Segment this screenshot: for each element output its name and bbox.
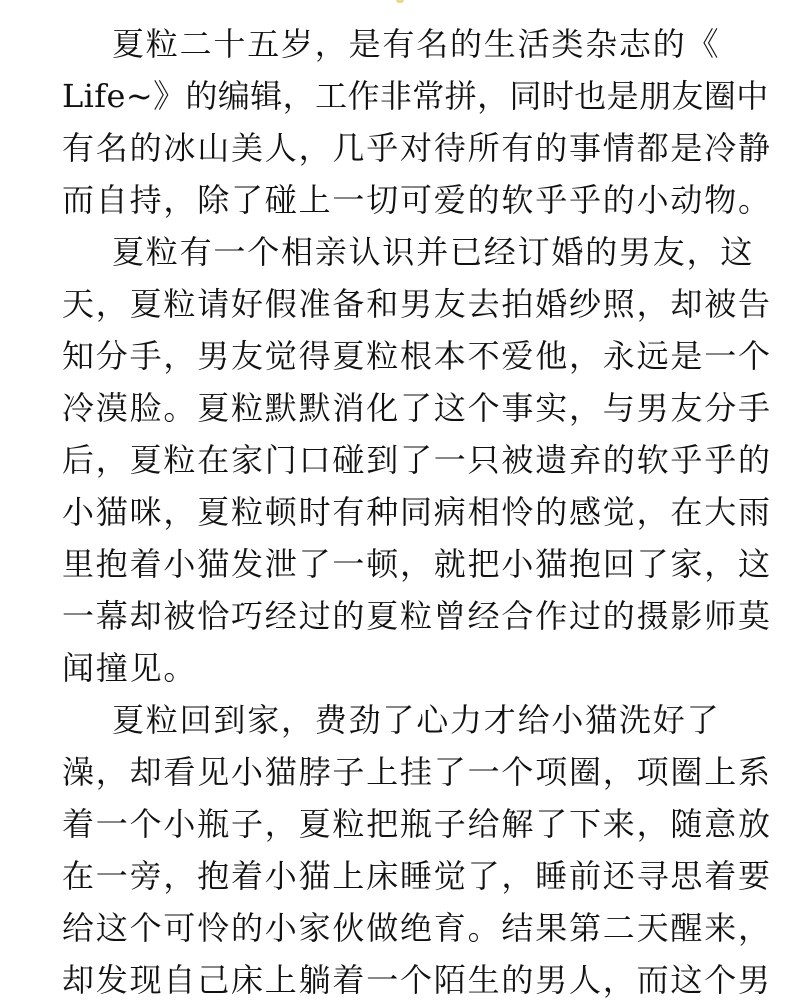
text-line: 小猫咪，夏粒顿时有种同病相怜的感觉，在大雨 [62,493,772,531]
text-line: 知分手，男友觉得夏粒根本不爱他，永远是一个 [62,337,772,375]
text-line: 里抱着小猫发泄了一顿，就把小猫抱回了家，这 [62,545,772,583]
text-line: 夏粒回到家，费劲了心力才给小猫洗好了 [112,701,721,739]
text-line: 澡，却看见小猫脖子上挂了一个项圈，项圈上系 [62,753,772,791]
text-line: Life~》的编辑，工作非常拼，同时也是朋友圈中 [62,77,769,115]
top-edge-mark [396,0,404,3]
text-line: 着一个小瓶子，夏粒把瓶子给解了下来，随意放 [62,805,772,843]
text-line: 夏粒有一个相亲认识并已经订婚的男友，这 [112,233,755,271]
text-line: 闻撞见。 [62,649,198,687]
text-line: 而自持，除了碰上一切可爱的软乎乎的小动物。 [62,181,772,219]
text-line: 却发现自己床上躺着一个陌生的男人，而这个男 [62,961,772,999]
text-line: 天，夏粒请好假准备和男友去拍婚纱照，却被告 [62,285,772,323]
text-line: 冷漠脸。夏粒默默消化了这个事实，与男友分手 [62,389,772,427]
text-line: 在一旁，抱着小猫上床睡觉了，睡前还寻思着要 [62,857,772,895]
text-line: 给这个可怜的小家伙做绝育。结果第二天醒来， [62,909,772,947]
text-line: 一幕却被恰巧经过的夏粒曾经合作过的摄影师莫 [62,597,772,635]
text-line: 夏粒二十五岁，是有名的生活类杂志的《 [112,25,721,63]
text-line: 后，夏粒在家门口碰到了一只被遗弃的软乎乎的 [62,441,772,479]
text-line: 有名的冰山美人，几乎对待所有的事情都是冷静 [62,129,772,167]
